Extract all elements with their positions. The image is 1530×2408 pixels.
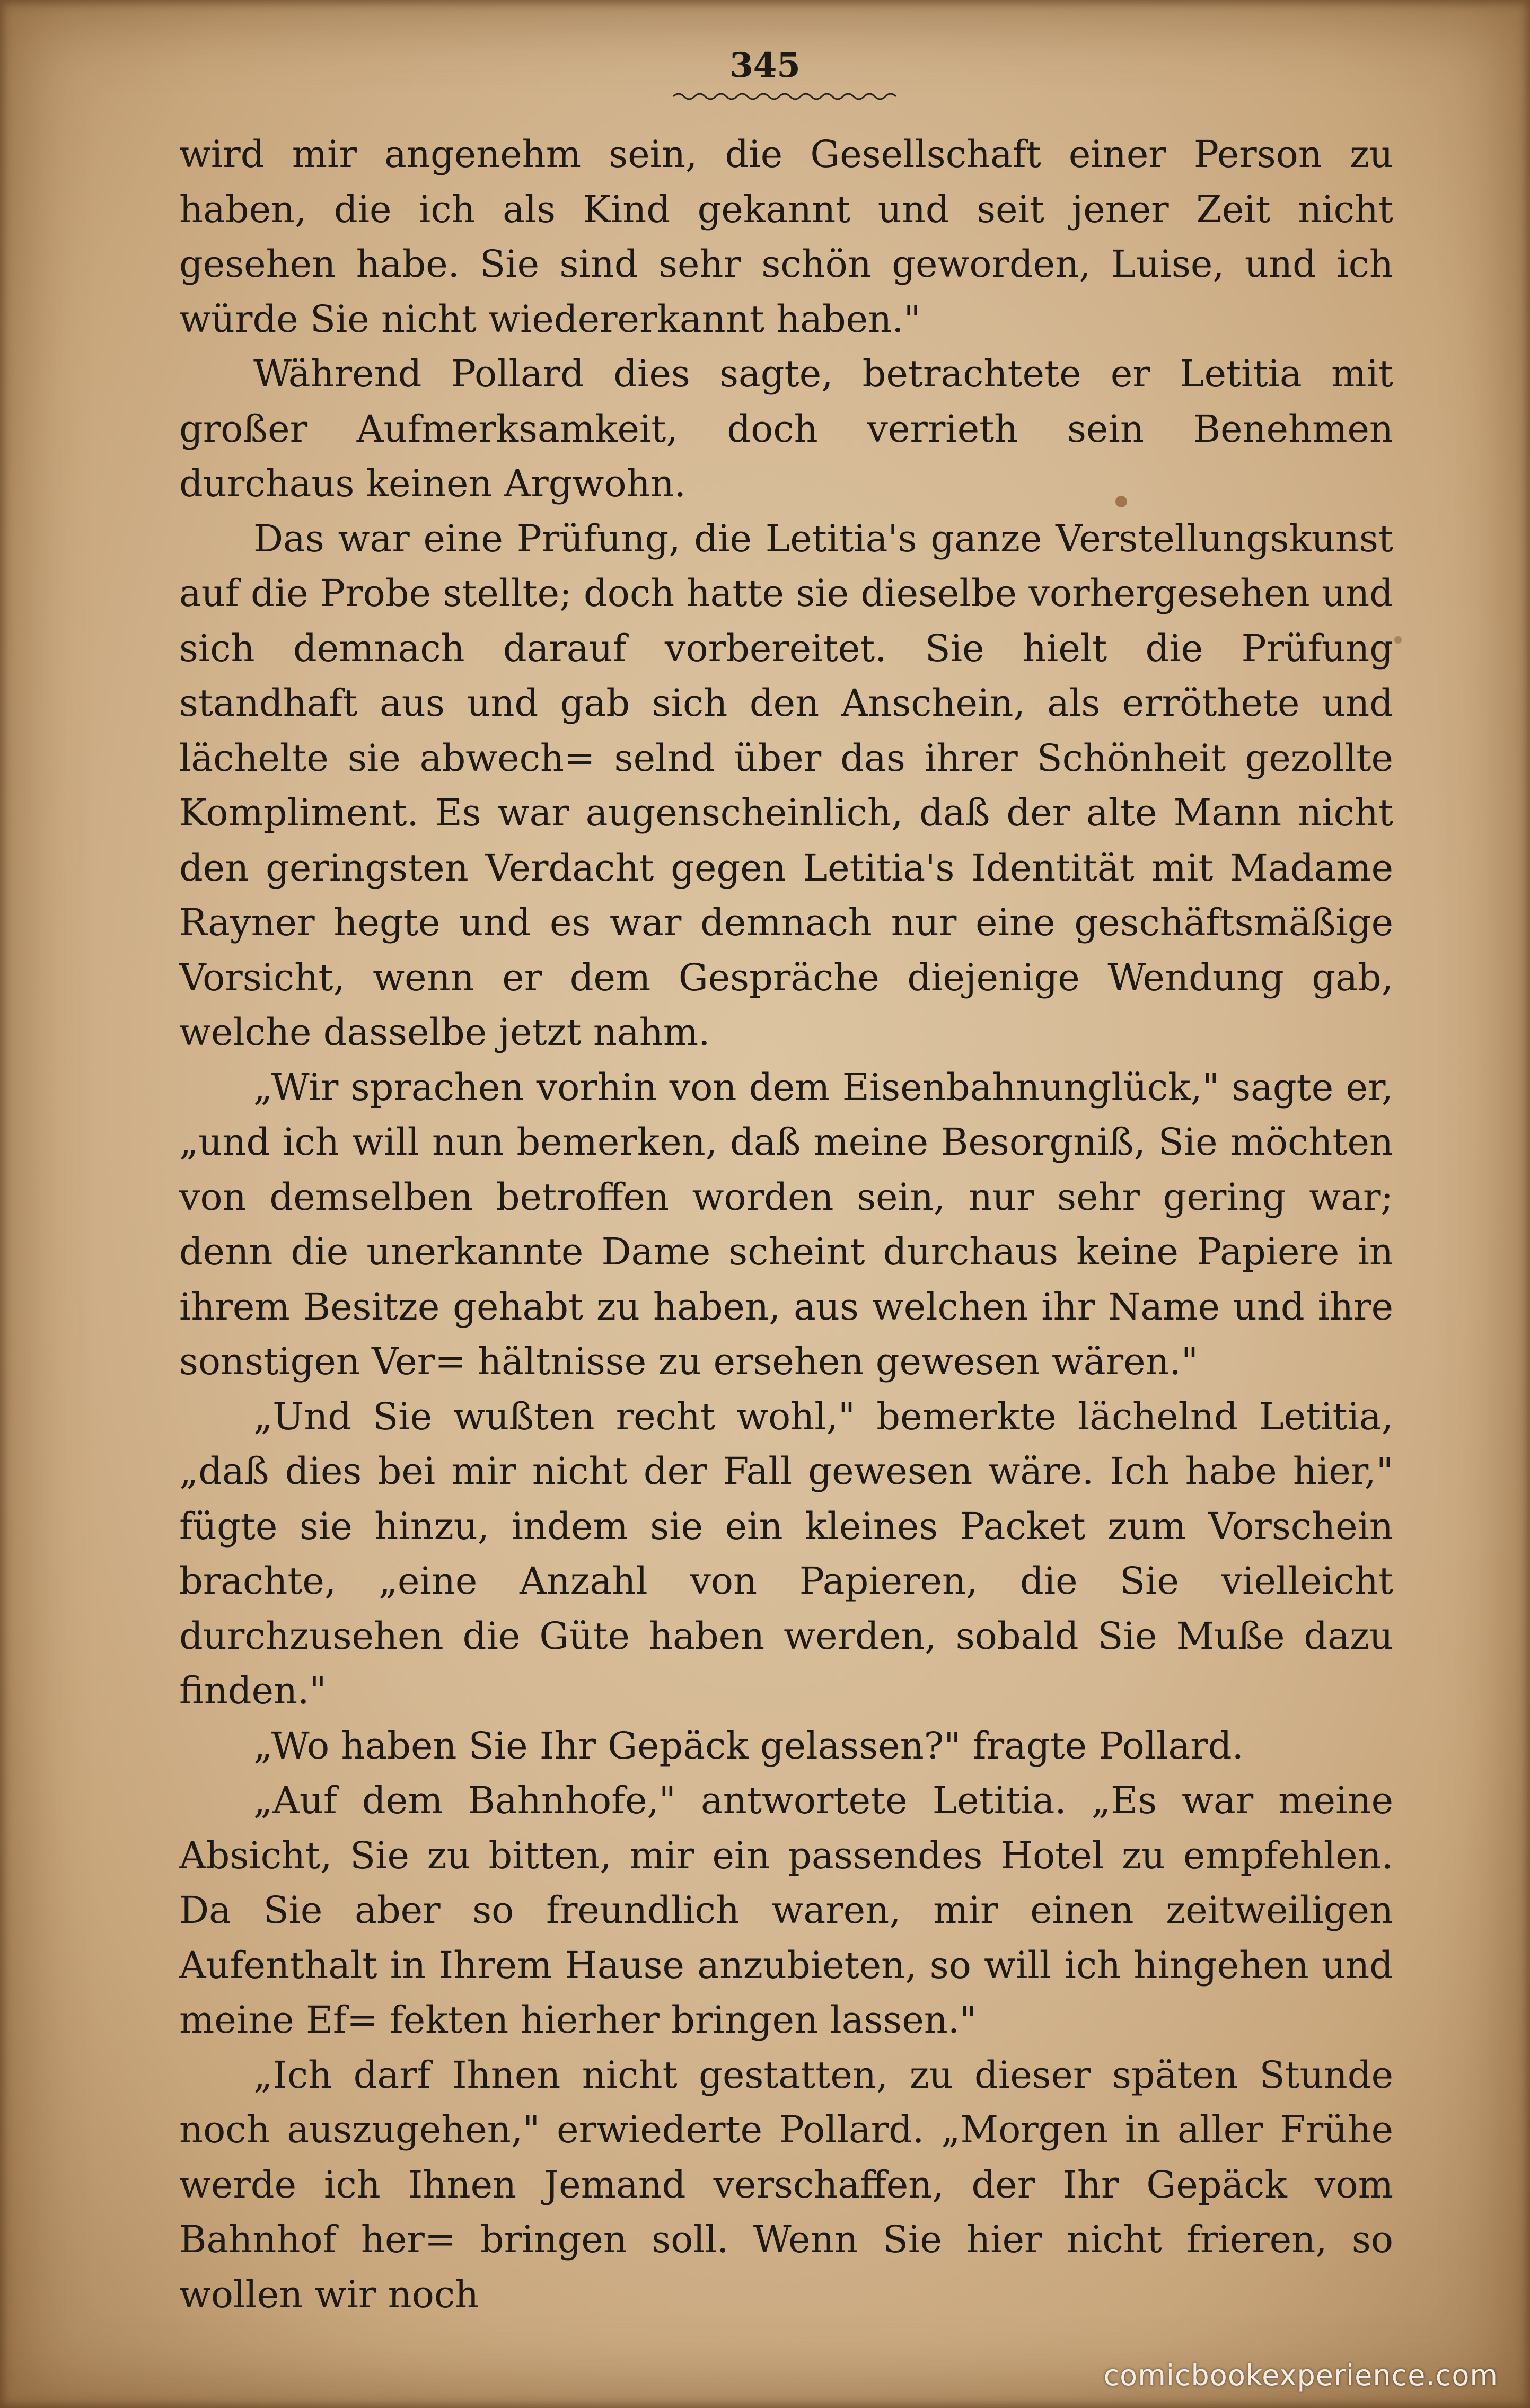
ink-spot: [1394, 636, 1402, 644]
paragraph: „Und Sie wußten recht wohl," bemerkte lächelnd Letitia, „daß dies bei mir nicht der Fall gewesen wäre. Ich habe hier," fügte sie hinzu, indem sie ein kleines Packet zum Vorschein brachte, „eine Anzahl von Papieren, die Sie vielleicht durchzusehen die Güte haben werden, sobald Sie Muße dazu finden.": [179, 1394, 1393, 1712]
paragraph: „Auf dem Bahnhofe," antwortete Letitia. „Es war meine Absicht, Sie zu bitten, mir ein passendes Hotel zu empfehlen. Da Sie aber so freundlich waren, mir einen zeitweiligen Aufenthalt in Ihrem Hause anzubieten, so will ich hingehen und meine Ef= fekten hierher bringen lassen.": [179, 1779, 1393, 2042]
paragraph: „Wo haben Sie Ihr Gepäck gelassen?" fragte Pollard.: [253, 1724, 1244, 1768]
watermark: comicbookexperience.com: [1103, 2359, 1498, 2392]
paragraph: „Ich darf Ihnen nicht gestatten, zu dieser späten Stunde noch auszugehen," erwiederte Pollard. „Morgen in aller Frühe werde ich Ihnen Jemand verschaffen, der Ihr Gepäck vom Bahnhof her= bringen soll. Wenn Sie hier nicht frieren, so wollen wir noch: [179, 2053, 1393, 2316]
page-number: 345: [729, 46, 801, 85]
paragraph: Während Pollard dies sagte, betrachtete er Letitia mit großer Aufmerksamkeit, doch verrieth sein Benehmen durchaus keinen Argwohn.: [179, 352, 1393, 505]
paragraph: wird mir angenehm sein, die Gesellschaft einer Person zu haben, die ich als Kind gekannt und seit jener Zeit nicht gesehen habe. Sie sind sehr schön geworden, Luise, und ich würde Sie nicht wiedererkannt haben.": [179, 133, 1393, 341]
header-rule-ornament: [673, 89, 896, 102]
paragraph: „Wir sprachen vorhin von dem Eisenbahnunglück," sagte er, „und ich will nun bemerken, daß meine Besorgniß, Sie möchten von demselben betroffen worden sein, nur sehr gering war; denn die unerkannte Dame scheint durchaus keine Papiere in ihrem Besitze gehabt zu haben, aus welchen ihr Name und ihre sonstigen Ver= hältnisse zu ersehen gewesen wären.": [179, 1065, 1393, 1383]
body-text: [179, 127, 1393, 2322]
paragraph: Das war eine Prüfung, die Letitia's ganze Verstellungskunst auf die Probe stellte; doch hatte sie dieselbe vorhergesehen und sich demnach darauf vorbereitet. Sie hielt die Prüfung standhaft aus und gab sich den Anschein, als erröthete und lächelte sie abwech= selnd über das ihrer Schönheit gezollte Kompliment. Es war augenscheinlich, daß der alte Mann nicht den geringsten Verdacht gegen Letitia's Identität mit Madame Rayner hegte und es war demnach nur eine geschäftsmäßige Vorsicht, wenn er dem Gespräche diejenige Wendung gab, welche dasselbe jetzt nahm.: [179, 516, 1393, 1054]
